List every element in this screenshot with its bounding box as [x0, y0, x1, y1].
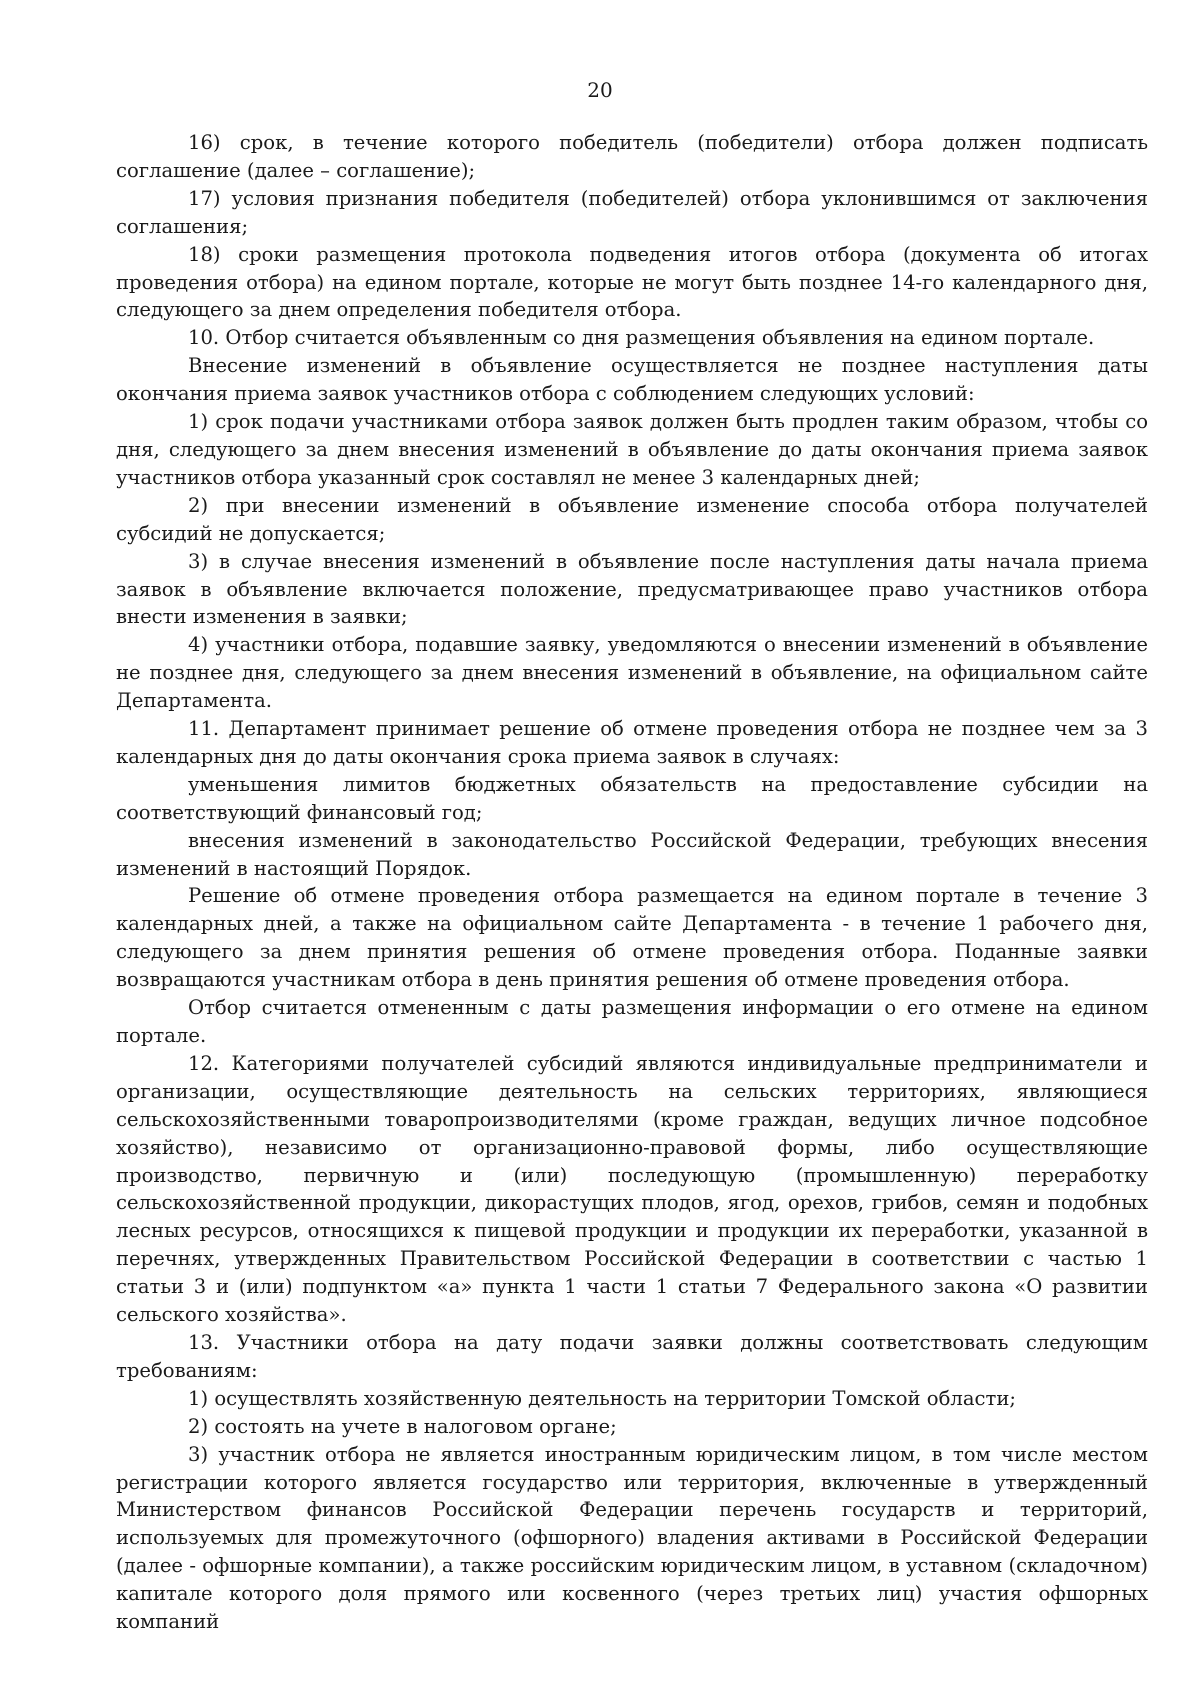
paragraph-item-18: 18) сроки размещения протокола подведения итогов отбора (документа об итогах проведения отбора) на едином портале, которые не могут быть позднее 14-го календарного дня, следующего за днем определения победителя отбора. [116, 242, 1148, 322]
paragraph-clause-10: 10. Отбор считается объявленным со дня размещения объявления на едином портале. [188, 326, 1095, 350]
paragraph-condition-4: 4) участники отбора, подавшие заявку, уведомляются о внесении изменений в объявление не позднее дня, следующего за днем внесения изменений в объявление, на официальном сайте Департамента. [116, 633, 1148, 713]
paragraph-condition-1: 1) срок подачи участниками отбора заявок должен быть продлен таким образом, чтобы со дня, следующего за днем внесения изменений в объявление до даты окончания приема заявок участников отбора указанный срок составлял не менее 3 календарных дней; [116, 410, 1148, 489]
paragraph-item-17: 17) условия признания победителя (победителей) отбора уклонившимся от заключения соглашения; [116, 186, 1148, 238]
paragraph-condition-3: 3) в случае внесения изменений в объявление после наступления даты начала приема заявок в объявление включается положение, предусматривающее право участников отбора внести изменения в заявки; [116, 549, 1148, 629]
paragraph-cancel-effective: Отбор считается отмененным с даты размещения информации о его отмене на едином портале. [116, 996, 1148, 1047]
paragraph-clause-13: 13. Участники отбора на дату подачи заявки должны соответствовать следующим требованиям: [116, 1330, 1148, 1382]
paragraph-requirement-1: 1) осуществлять хозяйственную деятельность на территории Томской области; [188, 1386, 1016, 1410]
paragraph-requirement-2: 2) состоять на учете в налоговом органе; [188, 1414, 617, 1438]
paragraph-case-legislation: внесения изменений в законодательство Российской Федерации, требующих внесения изменений в настоящий Порядок. [116, 828, 1148, 880]
paragraph-cancel-decision: Решение об отмене проведения отбора размещается на едином портале в течение 3 календарных дней, а также на официальном сайте Департамента - в течение 1 рабочего дня, следующего за днем принятия решения об отмене проведения отбора. Поданные заявки возвращаются участникам отбора в день принятия решения об отмене проведения отбора. [116, 884, 1148, 992]
document-body [116, 129, 1148, 1636]
paragraph-requirement-3: 3) участник отбора не является иностранным юридическим лицом, в том числе местом регистрации которого является государство или территория, включенные в утвержденный Министерством финансов Российской Федерации перечень государств и территорий, используемых для промежуточного (офшорного) владения активами в Российской Федерации (далее - офшорные компании), а также российским юридическим лицом, в уставном (складочном) капитале которого доля прямого или косвенного (через третьих лиц) участия офшорных компаний [116, 1442, 1148, 1634]
paragraph-condition-2: 2) при внесении изменений в объявление изменение способа отбора получателей субсидий не допускается; [116, 493, 1148, 545]
paragraph-changes-intro: Внесение изменений в объявление осуществляется не позднее наступления даты окончания приема заявок участников отбора с соблюдением следующих условий: [116, 354, 1148, 406]
paragraph-item-16: 16) срок, в течение которого победитель (победители) отбора должен подписать соглашение (далее – соглашение); [116, 131, 1148, 182]
paragraph-case-limits: уменьшения лимитов бюджетных обязательств на предоставление субсидии на соответствующий финансовый год; [116, 772, 1148, 824]
page-number: 20 [587, 78, 613, 102]
paragraph-clause-12: 12. Категориями получателей субсидий являются индивидуальные предприниматели и организации, осуществляющие деятельность на сельских территориях, являющиеся сельскохозяйственными товаропроизводителями (кроме граждан, ведущих личное подсобное хозяйство), независимо от организационно-правовой формы, либо осуществляющие производство, первичную и (или) последующую (промышленную) переработку сельскохозяйственной продукции, дикорастущих плодов, ягод, орехов, грибов, семян и подобных лесных ресурсов, относящихся к пищевой продукции и продукции их переработки, указанной в перечнях, утвержденных Правительством Российской Федерации в соответствии с частью 1 статьи 3 и (или) подпунктом «а» пункта 1 части 1 статьи 7 Федерального закона «О развитии сельского хозяйства». [116, 1051, 1148, 1327]
paragraph-clause-11: 11. Департамент принимает решение об отмене проведения отбора не позднее чем за 3 календарных дня до даты окончания срока приема заявок в случаях: [116, 717, 1148, 768]
